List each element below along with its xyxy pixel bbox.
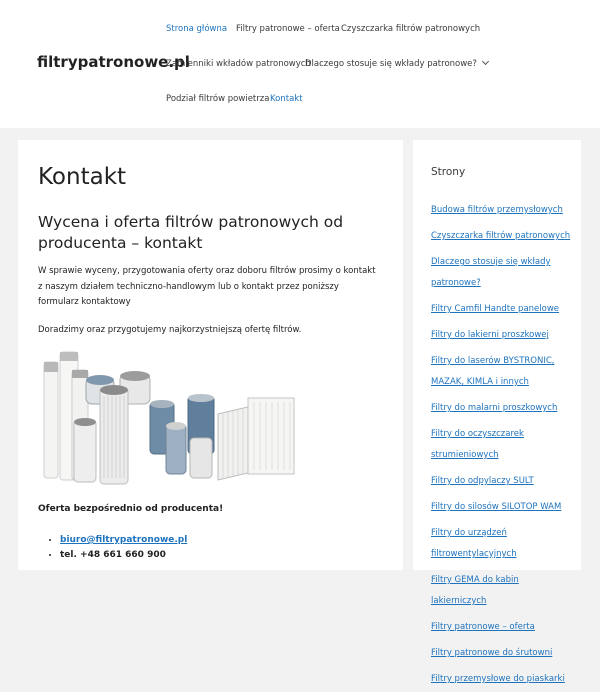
sidebar-link[interactable]: Czyszczarka filtrów patronowych bbox=[431, 231, 571, 241]
sidebar-link[interactable]: Budowa filtrów przemysłowych bbox=[431, 205, 563, 215]
intro-paragraph: W sprawie wyceny, przygotowania oferty oraz doboru filtrów prosimy o kontakt z naszym działem techniczno-handlowym lub o kontakt przez poniższy formularz kontaktowy bbox=[38, 266, 376, 307]
nav-item-contact[interactable]: Kontakt bbox=[270, 94, 303, 104]
sidebar-link[interactable]: Filtry do urządzeń filtrowentylacyjnych bbox=[431, 528, 517, 559]
sidebar-link[interactable]: Filtry patronowe – oferta bbox=[431, 622, 535, 632]
sidebar-pages-list bbox=[431, 197, 571, 692]
sidebar-link[interactable]: Filtry patronowe do śrutowni bbox=[431, 648, 553, 658]
list-item bbox=[431, 348, 571, 390]
nav-item-offer[interactable]: Filtry patronowe – oferta bbox=[236, 24, 340, 34]
sidebar-link[interactable]: Filtry do oczyszczarek strumieniowych bbox=[431, 429, 524, 460]
list-item bbox=[431, 520, 571, 562]
nav-item-replacements[interactable]: Zamienniki wkładów patronowych bbox=[166, 59, 311, 69]
advice-paragraph: Doradzimy oraz przygotujemy najkorzystniejszą ofertę filtrów. bbox=[38, 325, 302, 335]
list-item bbox=[431, 640, 571, 661]
sidebar-link[interactable]: Filtry do odpylaczy SULT bbox=[431, 476, 534, 486]
nav-item-air-filters[interactable]: Podział filtrów powietrza bbox=[166, 94, 270, 104]
offer-heading: Oferta bezpośrednio od producenta! bbox=[38, 504, 224, 514]
list-item bbox=[431, 494, 571, 515]
contact-email-item bbox=[60, 533, 187, 548]
list-item bbox=[431, 322, 571, 343]
section-heading: Wycena i oferta filtrów patronowych od producenta – kontakt bbox=[38, 213, 344, 252]
nav-item-cleaner[interactable]: Czyszczarka filtrów patronowych bbox=[341, 24, 481, 34]
sidebar-title: Strony bbox=[431, 166, 466, 178]
page-title: Kontakt bbox=[38, 164, 127, 190]
sidebar-link[interactable]: Filtry do laserów BYSTRONIC, MAZAK, KIMLA i innych bbox=[431, 356, 555, 387]
list-item bbox=[431, 249, 571, 291]
chevron-down-icon bbox=[482, 58, 489, 65]
nav-item-home[interactable]: Strona główna bbox=[166, 24, 228, 34]
list-item bbox=[431, 614, 571, 635]
sidebar-link[interactable]: Filtry przemysłowe do piaskarki bbox=[431, 674, 565, 684]
list-item bbox=[431, 223, 571, 244]
sidebar-link[interactable]: Filtry do silosów SILOTOP WAM bbox=[431, 502, 562, 512]
nav-item-why[interactable] bbox=[305, 59, 488, 69]
list-item bbox=[431, 468, 571, 489]
sidebar bbox=[413, 140, 581, 684]
filter-products-image bbox=[38, 348, 298, 490]
sidebar-link[interactable]: Filtry Camfil Handte panelowe bbox=[431, 304, 560, 314]
main-content bbox=[18, 140, 403, 570]
list-item bbox=[431, 395, 571, 416]
sidebar-link[interactable]: Filtry do lakierni proszkowej bbox=[431, 330, 549, 340]
list-item bbox=[431, 421, 571, 463]
list-item bbox=[431, 296, 571, 317]
email-link[interactable]: biuro@filtrypatronowe.pl bbox=[60, 535, 188, 545]
list-item bbox=[431, 567, 571, 609]
contact-list bbox=[60, 533, 187, 563]
site-title[interactable]: filtrypatronowe.pl bbox=[37, 53, 190, 71]
phone-number: tel. +48 661 660 900 bbox=[60, 550, 166, 560]
nav-item-why-label: Dlaczego stosuje się wkłady patronowe? bbox=[305, 59, 477, 69]
sidebar-link[interactable]: Filtry GEMA do kabin lakierniczych bbox=[431, 575, 519, 606]
site-header bbox=[0, 0, 600, 128]
list-item bbox=[431, 666, 571, 687]
sidebar-link[interactable]: Dlaczego stosuje się wkłady patronowe? bbox=[431, 257, 551, 288]
sidebar-link[interactable]: Filtry do malarni proszkowych bbox=[431, 403, 558, 413]
list-item bbox=[431, 197, 571, 218]
contact-phone-item bbox=[60, 548, 187, 563]
